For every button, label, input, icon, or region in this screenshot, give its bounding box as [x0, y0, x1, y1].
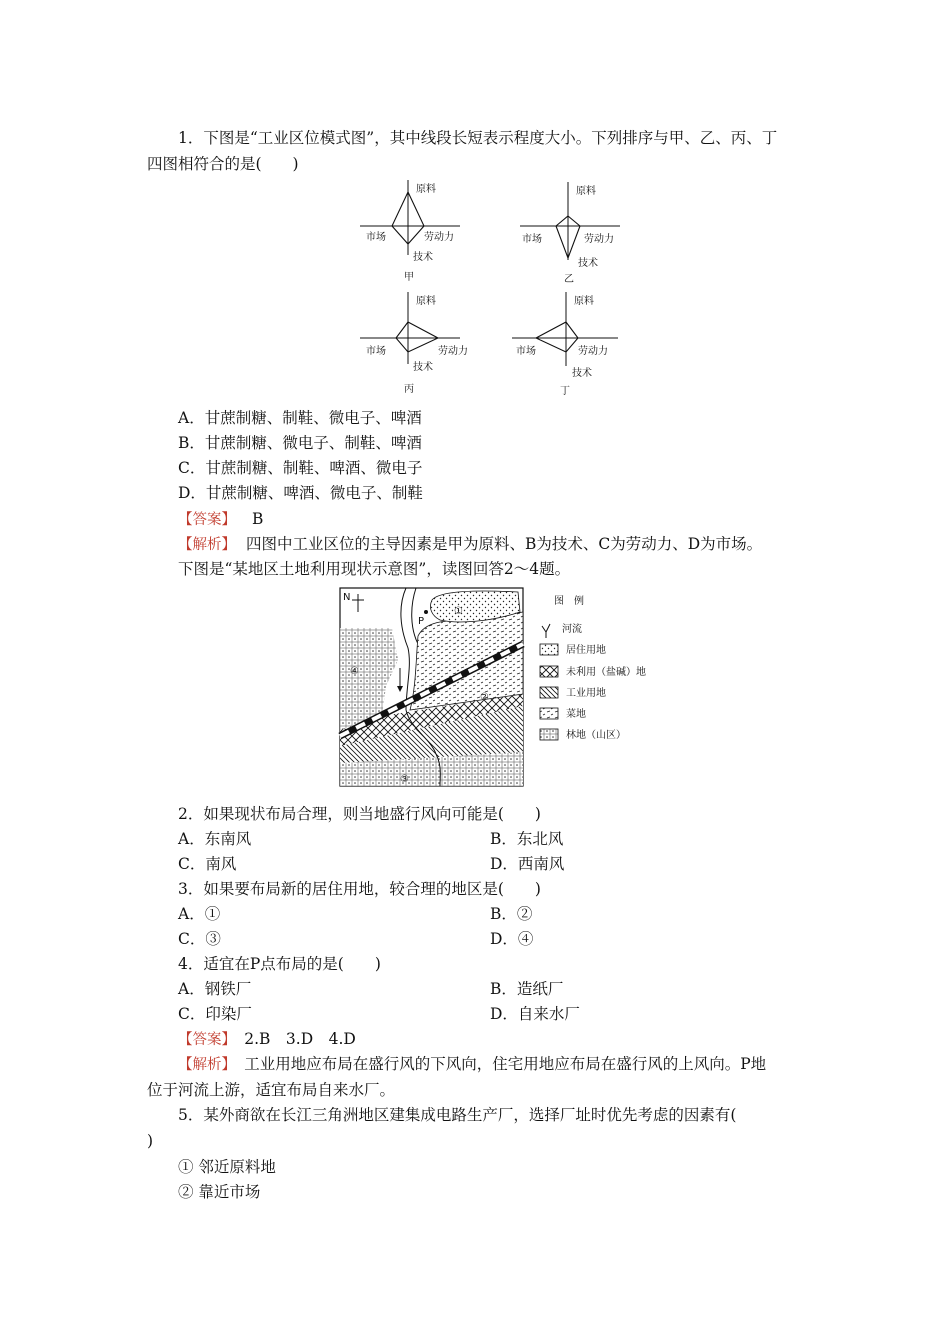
forest-swatch-icon: [540, 729, 558, 740]
q4-stem: 4．适宜在P点布局的是( ): [178, 955, 381, 973]
q2-option-b: B．东北风: [490, 830, 564, 848]
diagram-ding: [512, 292, 632, 402]
point-p-marker: [424, 610, 428, 614]
intro-2-4: 下图是“某地区土地利用现状示意图”，读图回答2～4题。: [178, 560, 571, 578]
axis-label-labor: 劳动力: [578, 346, 608, 357]
diagram-name: 乙: [564, 274, 574, 285]
q1-option-b: B．甘蔗制糖、微电子、制鞋、啤酒: [178, 434, 422, 452]
legend-unused: 未利用（盐碱）地: [566, 667, 646, 678]
axis-label-market: 市场: [366, 232, 386, 243]
q5-stem-line1: 5．某外商欲在长江三角洲地区建集成电路生产厂，选择厂址时优先考虑的因素有(: [178, 1106, 737, 1124]
q2-stem: 2．如果现状布局合理，则当地盛行风向可能是( ): [178, 805, 541, 823]
q2-4-answer-line: [178, 1029, 356, 1050]
legend-title: 图 例: [554, 596, 584, 607]
q2-option-c: C．南风: [178, 855, 237, 873]
axis-label-labor: 劳动力: [438, 346, 468, 357]
axis-label-raw: 原料: [574, 296, 594, 307]
q1-analysis-line: [178, 534, 762, 555]
q1-option-d: D．甘蔗制糖、啤酒、微电子、制鞋: [178, 484, 423, 502]
answer-tag: 【答案】: [178, 1032, 229, 1048]
axis-label-raw: 原料: [416, 296, 436, 307]
analysis-tag: 【解析】: [178, 537, 236, 553]
analysis-tag: 【解析】: [178, 1057, 229, 1073]
axis-label-raw: 原料: [416, 184, 436, 195]
axis-label-raw: 原料: [576, 186, 596, 197]
axis-label-tech: 技术: [413, 362, 433, 373]
vegetable-swatch-icon: [540, 708, 558, 719]
q2-option-d: D．西南风: [490, 855, 565, 873]
industrial-swatch-icon: [540, 687, 558, 698]
zone-4-label: ④: [350, 666, 359, 677]
axis-label-market: 市场: [522, 234, 542, 245]
q2-4-analysis-line1: [178, 1054, 766, 1075]
q5-option-2: ② 靠近市场: [178, 1183, 261, 1201]
analysis-text: 四图中工业区位的主导因素是甲为原料、B为技术、C为劳动力、D为市场。: [246, 535, 763, 553]
q3-stem: 3．如果要布局新的居住用地，较合理的地区是( ): [178, 880, 541, 898]
q4-option-a: A．钢铁厂: [178, 980, 252, 998]
land-use-map: [340, 588, 530, 786]
zone-1-label: ①: [454, 606, 463, 617]
axis-label-labor: 劳动力: [424, 232, 454, 243]
axis-label-market: 市场: [516, 346, 536, 357]
diagram-name: 丁: [560, 386, 570, 397]
axis-label-market: 市场: [366, 346, 386, 357]
axis-label-labor: 劳动力: [584, 234, 614, 245]
answer-tag: 【答案】: [178, 512, 236, 528]
legend-residential: 居住用地: [566, 645, 606, 656]
q3-option-d: D．④: [490, 930, 534, 948]
north-label: N: [343, 592, 351, 603]
q3-option-a: A．①: [178, 905, 221, 923]
river-icon: [542, 624, 550, 638]
answer-value: 2.B 3.D 4.D: [228, 1030, 356, 1048]
legend-forest: 林地（山区）: [566, 730, 626, 741]
q1-option-a: A．甘蔗制糖、制鞋、微电子、啤酒: [178, 409, 422, 427]
q1-answer-line: [178, 509, 263, 530]
q1-stem-line2: 四图相符合的是( ): [147, 155, 299, 173]
analysis-text: 工业用地应布局在盛行风的下风向，住宅用地应布局在盛行风的上风向。P地: [228, 1055, 767, 1073]
q2-4-analysis-line2: 位于河流上游，适宜布局自来水厂。: [147, 1081, 396, 1099]
diagram-name: 甲: [404, 272, 414, 283]
unused-swatch-icon: [540, 666, 558, 677]
legend-vegetable: 菜地: [566, 709, 586, 720]
q1-option-c: C．甘蔗制糖、制鞋、啤酒、微电子: [178, 459, 423, 477]
q4-option-c: C．印染厂: [178, 1005, 252, 1023]
q5-option-1: ① 邻近原料地: [178, 1158, 276, 1176]
axis-label-tech: 技术: [572, 368, 592, 379]
q5-stem-line2: ): [147, 1132, 154, 1150]
diagram-bing: [360, 292, 470, 402]
residential-swatch-icon: [540, 644, 558, 655]
map-legend: [538, 590, 668, 750]
zone-3-label: ③: [400, 774, 409, 785]
answer-value: B: [252, 510, 264, 528]
q2-option-a: A．东南风: [178, 830, 252, 848]
diagram-name: 丙: [404, 384, 414, 395]
legend-river: 河流: [562, 624, 582, 635]
q4-option-b: B．造纸厂: [490, 980, 564, 998]
diagram-jia: [360, 180, 470, 290]
diagram-yi: [520, 182, 630, 292]
point-p-label: P: [418, 616, 425, 627]
q1-stem-line1: 1．下图是“工业区位模式图”，其中线段长短表示程度大小。下列排序与甲、乙、丙、丁: [178, 129, 778, 147]
legend-industrial: 工业用地: [566, 688, 606, 699]
axis-label-tech: 技术: [578, 258, 598, 269]
zone-2-label: ②: [480, 692, 489, 703]
q3-option-b: B．②: [490, 905, 533, 923]
q4-option-d: D．自来水厂: [490, 1005, 580, 1023]
q3-option-c: C．③: [178, 930, 221, 948]
axis-label-tech: 技术: [413, 252, 433, 263]
